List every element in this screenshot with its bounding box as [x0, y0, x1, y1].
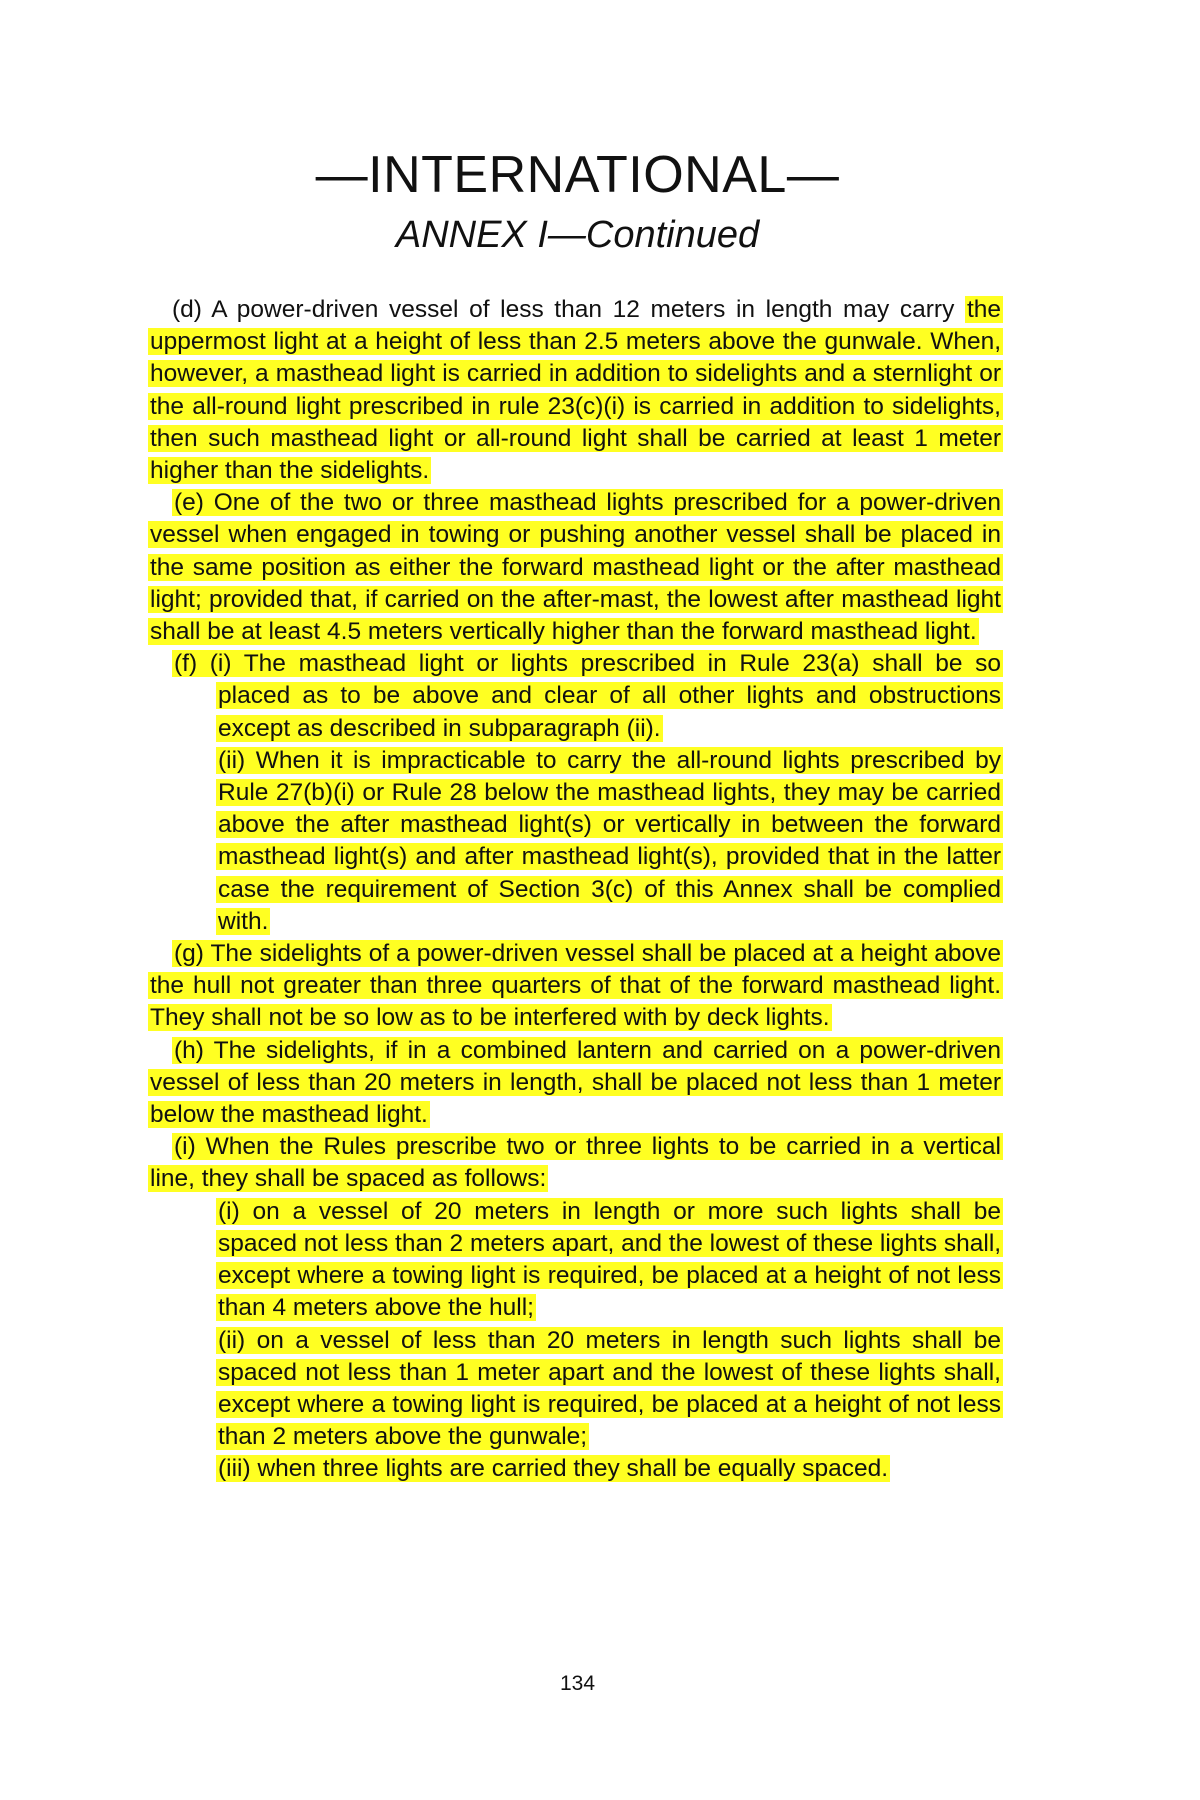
paragraph-g [148, 938, 1003, 1035]
highlight-paragraph-f-i: (f) (i) The masthead light or lights prescribed in Rule 23(a) shall be so placed as to be above and clear of all other lights and obstructions except as described in subparagraph (ii). [174, 650, 1001, 742]
paragraph-i-iii [216, 1453, 1003, 1485]
paragraph-i [148, 1131, 1003, 1195]
highlight-paragraph-f-ii: (ii) When it is impracticable to carry the all-round lights prescribed by Rule 27(b)(i) or Rule 28 below the masthead lights, they may be carried above the after masthead light(s) or vertically in between the forward masthead light(s) and after masthead light(s), provided that in the latter case the requirement of Section 3(c) of this Annex shall be complied with. [218, 746, 1001, 935]
annex-body [148, 294, 1003, 1486]
paragraph-f-ii [216, 745, 1003, 938]
highlight-paragraph-g: (g) The sidelights of a power-driven vessel shall be placed at a height above the hull not greater than three quarters of that of the forward masthead light. They shall not be so low as to be interfered with by deck lights. [150, 940, 1001, 1032]
page-subtitle: ANNEX I—Continued [395, 214, 760, 256]
highlight-paragraph-i-iii: (iii) when three lights are carried they shall be equally spaced. [218, 1455, 889, 1483]
page-number: 134 [559, 1672, 596, 1695]
paragraph-i-ii [216, 1325, 1003, 1454]
paragraph-f-i [148, 648, 1003, 745]
paragraph-h [148, 1035, 1003, 1132]
highlight-paragraph-d: the uppermost light at a height of less than 2.5 meters above the gunwale. When, however, a masthead light is carried in addition to sidelights and a sternlight or the all-round light prescribed in rule 23(c)(i) is carried in addition to sidelights, then such masthead light or all-round light shall be carried at least 1 meter higher than the sidelights. [150, 296, 1002, 485]
page-title: —INTERNATIONAL— [315, 146, 840, 204]
highlight-paragraph-e: (e) One of the two or three masthead lights prescribed for a power-driven vessel when engaged in towing or pushing another vessel shall be placed in the same position as either the forward masthead light or the after masthead light; provided that, if carried on the after-mast, the lowest after masthead light shall be at least 4.5 meters vertically higher than the forward masthead light. [150, 489, 1001, 646]
highlight-paragraph-h: (h) The sidelights, if in a combined lantern and carried on a power-driven vessel of less than 20 meters in length, shall be placed not less than 1 meter below the masthead light. [150, 1036, 1001, 1129]
highlight-paragraph-i-ii: (ii) on a vessel of less than 20 meters in length such lights shall be spaced not less than 1 meter apart and the lowest of these lights shall, except where a towing light is required, be placed at a height of not less than 2 meters above the gunwale; [218, 1326, 1001, 1451]
paragraph-d-lead: (d) A power-driven vessel of less than 12 meters in length may carry [172, 296, 955, 323]
paragraph-e [148, 487, 1003, 648]
highlight-paragraph-i: (i) When the Rules prescribe two or three lights to be carried in a vertical line, they shall be spaced as follows: [150, 1133, 1001, 1193]
paragraph-i-i [216, 1196, 1003, 1325]
highlight-paragraph-i-i: (i) on a vessel of 20 meters in length or more such lights shall be spaced not less than 2 meters apart, and the lowest of these lights shall, except where a towing light is required, be placed at a height of not less than 4 meters above the hull; [218, 1197, 1002, 1322]
paragraph-d [148, 294, 1003, 487]
